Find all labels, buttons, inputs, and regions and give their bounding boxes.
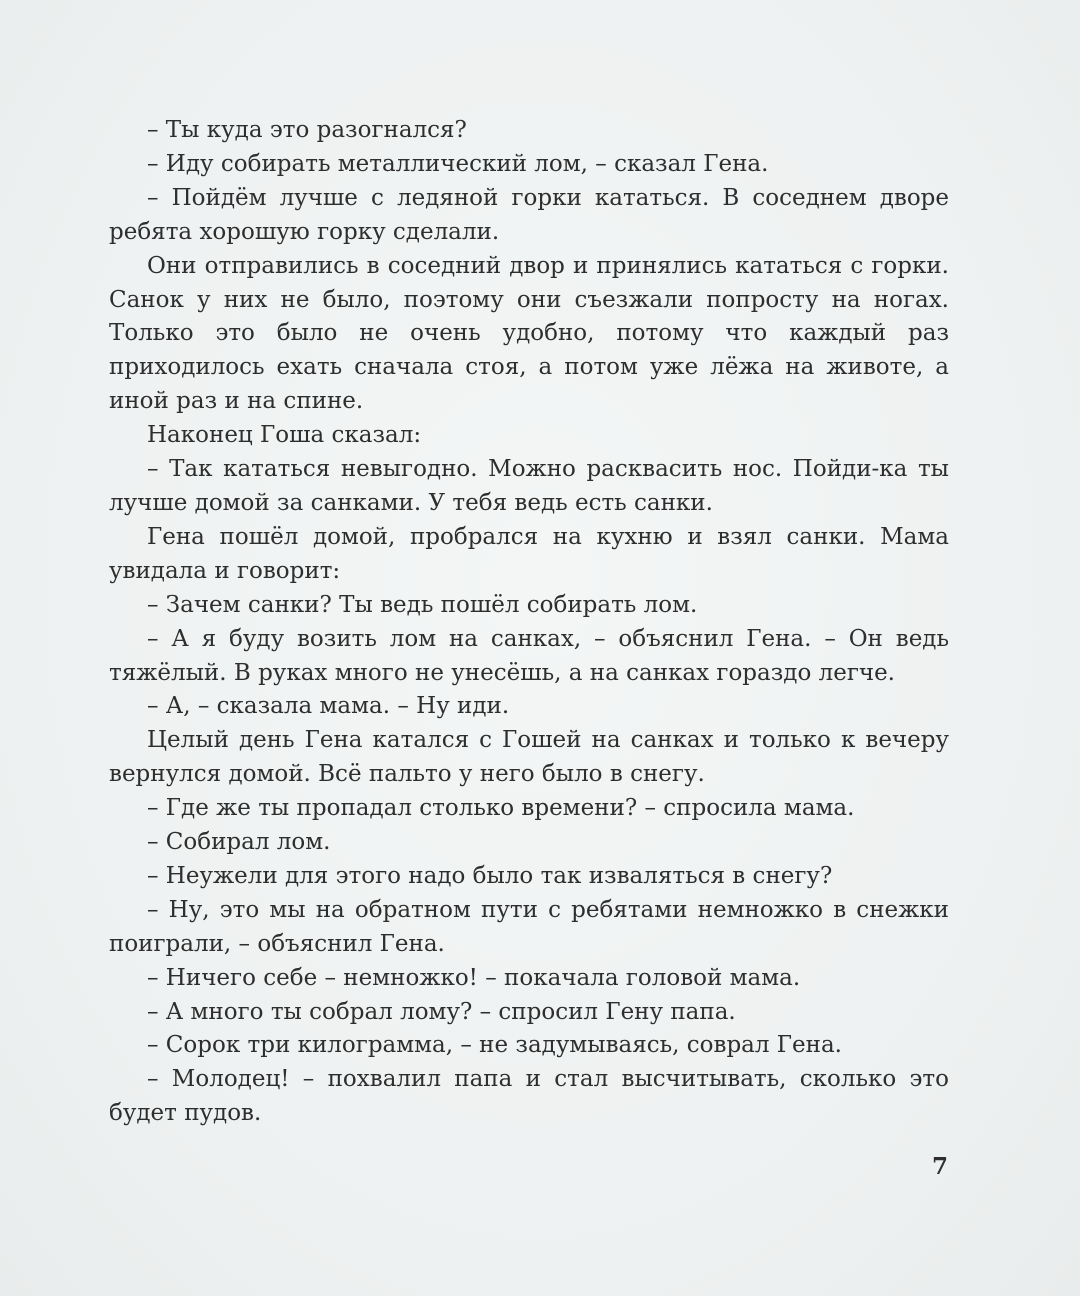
- body-text: [109, 114, 949, 1131]
- paragraph: – Собирал лом.: [147, 829, 331, 856]
- paragraph: – Ничего себе – немножко! – покачала головой мама.: [147, 964, 801, 991]
- paragraph: – А много ты собрал лому? – спросил Гену папа.: [147, 998, 736, 1025]
- paragraph: – Ну, это мы на обратном пути с ребятами немножко в снежки поиграли, – объяснил Гена.: [109, 896, 949, 957]
- paragraph: – А, – сказала мама. – Ну иди.: [147, 693, 510, 720]
- paragraph: Целый день Гена катался с Гошей на санках и только к вечеру вернулся домой. Всё пальто у него было в снегу.: [109, 727, 949, 788]
- paragraph: – Молодец! – похвалил папа и стал высчитывать, сколько это будет пудов.: [109, 1066, 949, 1127]
- paragraph: – Пойдём лучше с ледяной горки кататься. В соседнем дворе ребята хорошую горку сделали.: [109, 184, 949, 245]
- paragraph: – А я буду возить лом на санках, – объяснил Гена. – Он ведь тяжёлый. В руках много не унесёшь, а на санках гораздо легче.: [109, 625, 949, 686]
- paragraph: – Ты куда это разогнался?: [147, 117, 467, 143]
- paragraph: Гена пошёл домой, пробрался на кухню и взял санки. Мама увидала и говорит:: [109, 523, 949, 584]
- paragraph: – Иду собирать металлический лом, – сказал Гена.: [147, 150, 769, 177]
- paragraph: – Сорок три килограмма, – не задумываясь, соврал Гена.: [147, 1032, 842, 1059]
- paragraph: Они отправились в соседний двор и принялись кататься с горки. Санок у них не было, поэтому они съезжали попросту на ногах. Только это было не очень удобно, потому что каждый раз приходилось ехать сначала стоя, а потом уже лёжа на животе, а иной раз и на спине.: [109, 252, 949, 415]
- paragraph: – Так кататься невыгодно. Можно расквасить нос. Пойди-ка ты лучше домой за санками. У тебя ведь есть санки.: [109, 456, 949, 516]
- paragraph: – Неужели для этого надо было так изваляться в снегу?: [147, 862, 833, 889]
- page-number: 7: [931, 1153, 948, 1180]
- paragraph: – Зачем санки? Ты ведь пошёл собирать лом.: [147, 591, 698, 618]
- paragraph: – Где же ты пропадал столько времени? – спросила мама.: [147, 795, 855, 822]
- paragraph: Наконец Гоша сказал:: [147, 422, 422, 449]
